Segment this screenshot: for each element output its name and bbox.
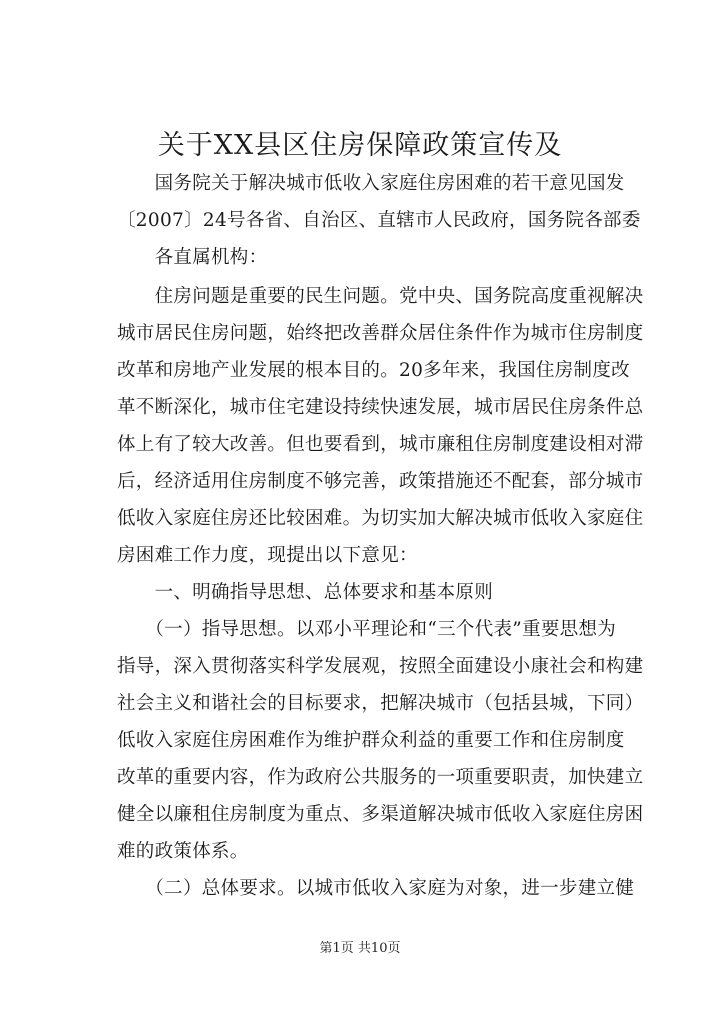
body-line: 后，经济适用住房制度不够完善，政策措施还不配套，部分城市 (117, 471, 644, 492)
body-line: 低收入家庭住房还比较困难。为切实加大解决城市低收入家庭住 (117, 508, 644, 529)
page-footer: 第1页 共10页 (319, 941, 401, 956)
body-line: 住房问题是重要的民生问题。党中央、国务院高度重视解决 (117, 286, 644, 307)
body-line: 社会主义和谐社会的目标要求，把解决城市（包括县城，下同） (117, 693, 644, 714)
body-line: 体上有了较大改善。但也要看到，城市廉租住房制度建设相对滞 (117, 434, 644, 455)
body-line: 指导，深入贯彻落实科学发展观，按照全面建设小康社会和构建 (117, 656, 644, 677)
section-heading: 一、明确指导思想、总体要求和基本原则 (117, 582, 494, 603)
body-line: 国务院关于解决城市低收入家庭住房困难的若干意见国发 (117, 173, 625, 194)
body-line: 低收入家庭住房困难作为维护群众利益的重要工作和住房制度 (117, 730, 625, 751)
body-line: 城市居民住房问题，始终把改善群众居住条件作为城市住房制度 (117, 323, 644, 344)
body-line: 健全以廉租住房制度为重点、多渠道解决城市低收入家庭住房困 (117, 804, 644, 825)
body-line: （一）指导思想。以邓小平理论和“三个代表”重要思想为 (117, 619, 617, 640)
body-line: 改革的重要内容，作为政府公共服务的一项重要职责，加快建立 (117, 767, 644, 788)
document-title: 关于XX县区住房保障政策宣传及 (157, 130, 563, 161)
body-line: 革不断深化，城市住宅建设持续快速发展，城市居民住房条件总 (117, 397, 644, 418)
body-line: 〔2007〕24号各省、自治区、直辖市人民政府，国务院各部委 (117, 210, 641, 231)
body-line: 改革和房地产业发展的根本目的。20多年来，我国住房制度改 (117, 360, 630, 381)
body-line: 难的政策体系。 (117, 841, 249, 862)
body-line: 房困难工作力度，现提出以下意见： (117, 545, 418, 566)
body-line: （二）总体要求。以城市低收入家庭为对象，进一步建立健 (117, 878, 635, 899)
body-line: 各直属机构： (117, 247, 268, 268)
